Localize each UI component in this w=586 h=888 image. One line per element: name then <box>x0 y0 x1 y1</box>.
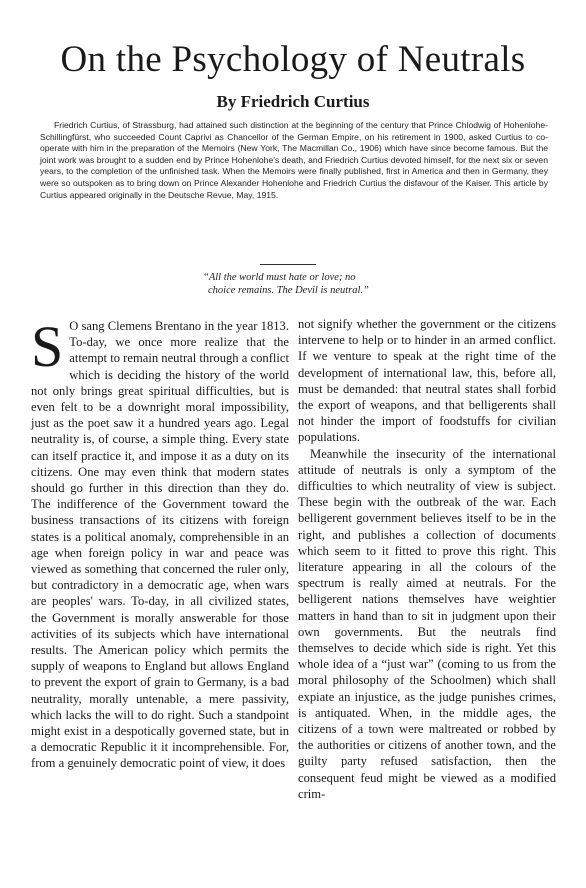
left-column-paragraph <box>31 314 289 772</box>
right-column-paragraph-1: not signify whether the government or the citizens intervene to help or to hinder in an armed conflict. If we venture to speak at the right time of the development of international law, this, before all, must be demanded: that neutral states shall forbid the export of weapons, and that belligerents shall not hinder the import of foodstuffs for civilian populations. <box>298 317 556 445</box>
left-column <box>31 314 289 772</box>
article-title: On the Psychology of Neutrals <box>60 39 526 80</box>
right-column <box>298 316 556 802</box>
epigraph-line-2: choice remains. The Devil is neutral.” <box>208 285 369 296</box>
epigraph-line-1: “All the world must hate or love; no <box>203 272 356 283</box>
drop-cap: S <box>31 314 64 379</box>
epigraph <box>203 271 463 297</box>
article-byline: By Friedrich Curtius <box>216 92 370 111</box>
divider-rule <box>260 264 316 265</box>
intro-paragraph: Friedrich Curtius, of Strassburg, had attained such distinction at the beginning of the century that Prince Chlodwig of Hohenlohe-Schillingfürst, who succeeded Count Caprivi as Chancellor of the German Empire, on his retirement in 1900, asked Curtius to co-operate with him in the preparation of the Memoirs (New York, The Macmillan Co., 1906) which have since become famous. But the joint work was brought to a sudden end by Prince Hohenlohe's death, and Friedrich Curtius devoted himself, for the next six or seven years, to the completion of the unfinished task. When the Memoirs were finally published, first in America and then in Germany, they were so outspoken as to bring down on Prince Alexander Hohenlohe and Friedrich Curtius the disfavour of the Kaiser. This article by Curtius appeared originally in the Deutsche Revue, May, 1915. <box>40 120 548 200</box>
right-column-paragraph-2: Meanwhile the insecurity of the international attitude of neutrals is only a symptom of the difficulties to which neutrality of view is subject. These begin with the outbreak of the war. Each belligerent government believes itself to be in the right, and publishes a collection of documents which seem to it fitted to prove this right. This literature appearing in all the colours of the spectrum is really aimed at neutrals. For the belligerent nations themselves have weightier matters in hand than to sit in judgment upon their own governments. But the neutrals find themselves to decide which side is right. Yet this whole idea of a “just war” (coming to us from the moral philosophy of the Schoolmen) which shall expiate an injustice, as the judge punishes crimes, is antiquated. When, in the middle ages, the citizens of a town were maltreated or robbed by the authorities or citizens of another town, and the guilty party refused satisfaction, then the consequent feud might be viewed as a modified crim- <box>298 446 556 801</box>
left-column-text: O sang Clemens Brentano in the year 1813. To-day, we once more realize that the attempt to remain neutral through a conflict which is deciding the history of the world not only brings great spiritual difficulties, but is even felt to be a downright moral impossibility, just as the poet saw it a hundred years ago. Legal neutrality is, of course, a simple thing. Every state can itself practice it, and impose it as a duty on its citizens. One may even think that modern states should go further in this direction than they do. The indifference of the Government toward the business transactions of its citizens with foreign states is a political anomaly, comprehensible in an age when foreign policy in war and peace was viewed as something that concerned the ruler only, but contradictory in a democratic age, when wars are peoples' wars. To-day, in all civilized states, the Government is morally answerable for those activities of its subjects which have international results. The American policy which permits the supply of weapons to England but allows England to prevent the export of grain to Germany, is a bad neutrality, morally untenable, a mere passivity, which lacks the will to do right. Such a standpoint might exist in a despotically governed state, but in a democratic Republic it it incomprehensible. For, from a genuinely democratic point of view, it does <box>31 319 289 771</box>
